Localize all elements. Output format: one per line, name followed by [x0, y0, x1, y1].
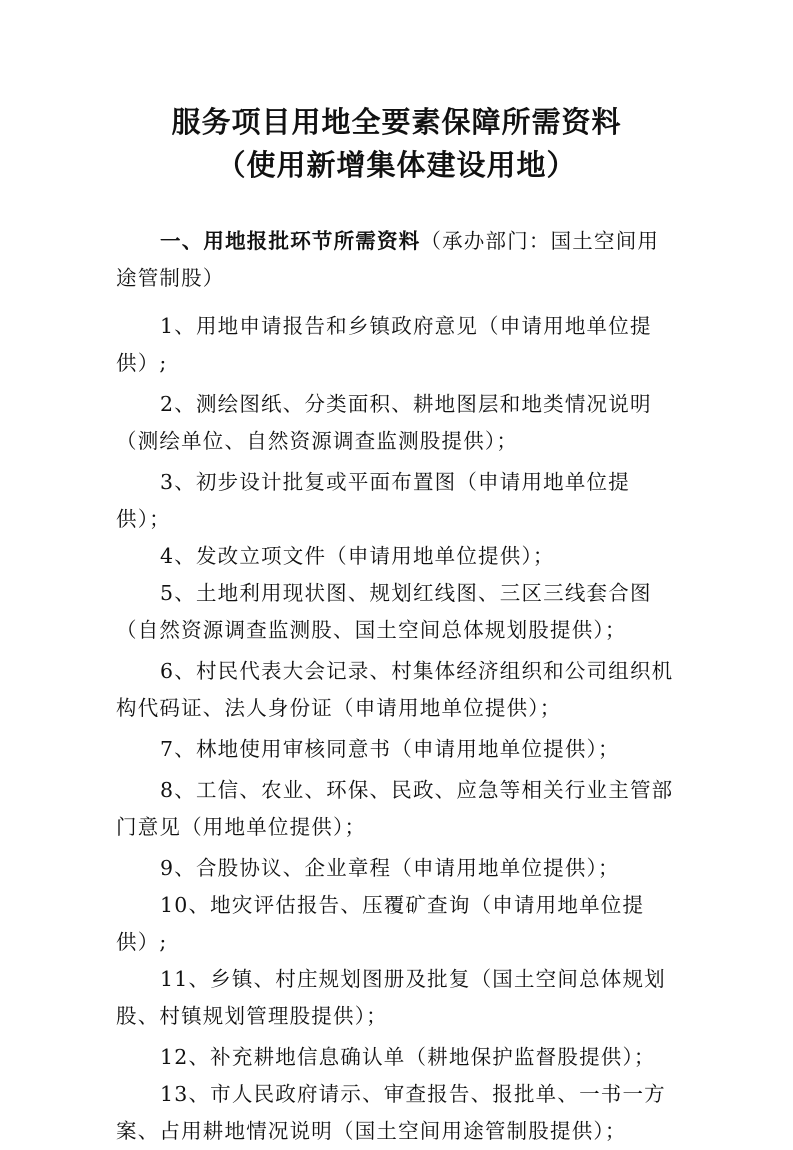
section-note: （承办部门：国土空间用途管制股）	[116, 229, 660, 290]
section-heading	[116, 223, 676, 297]
list-item-10: 10、地灾评估报告、压覆矿查询（申请用地单位提供）;	[116, 893, 645, 954]
list-item-13: 13、市人民政府请示、审查报告、报批单、一书一方案、占用耕地情况说明（国土空间用途管制股提供）；	[116, 1082, 666, 1143]
list-item-3: 3、初步设计批复或平面布置图（申请用地单位提供）；	[116, 470, 630, 531]
section-label: 一、用地报批环节所需资料	[160, 229, 421, 253]
list-item-11: 11、乡镇、村庄规划图册及批复（国土空间总体规划股、村镇规划管理股提供）；	[116, 967, 666, 1028]
list-item-4: 4、发改立项文件（申请用地单位提供）；	[160, 544, 555, 568]
list-item-8: 8、工信、农业、环保、民政、应急等相关行业主管部门意见（用地单位提供）；	[116, 778, 674, 839]
list-item-6: 6、村民代表大会记录、村集体经济组织和公司组织机构代码证、法人身份证（申请用地单位提供）；	[116, 659, 674, 720]
list-item-7: 7、林地使用审核同意书（申请用地单位提供）；	[160, 737, 620, 761]
document-body	[116, 223, 676, 1150]
list-item-9: 9、合股协议、企业章程（申请用地单位提供）；	[160, 856, 620, 880]
list-item-12: 12、补充耕地信息确认单（耕地保护监督股提供）；	[160, 1045, 656, 1069]
document-subtitle: （使用新增集体建设用地）	[216, 148, 577, 182]
list-item-5: 5、土地利用现状图、规划红线图、三区三线套合图（自然资源调查监测股、国土空间总体规划股提供）；	[116, 581, 652, 642]
document-title: 服务项目用地全要素保障所需资料	[171, 105, 622, 139]
list-item-1: 1、用地申请报告和乡镇政府意见（申请用地单位提供）;	[116, 314, 652, 375]
list-item-2: 2、测绘图纸、分类面积、耕地图层和地类情况说明（测绘单位、自然资源调查监测股提供）；	[116, 392, 652, 453]
